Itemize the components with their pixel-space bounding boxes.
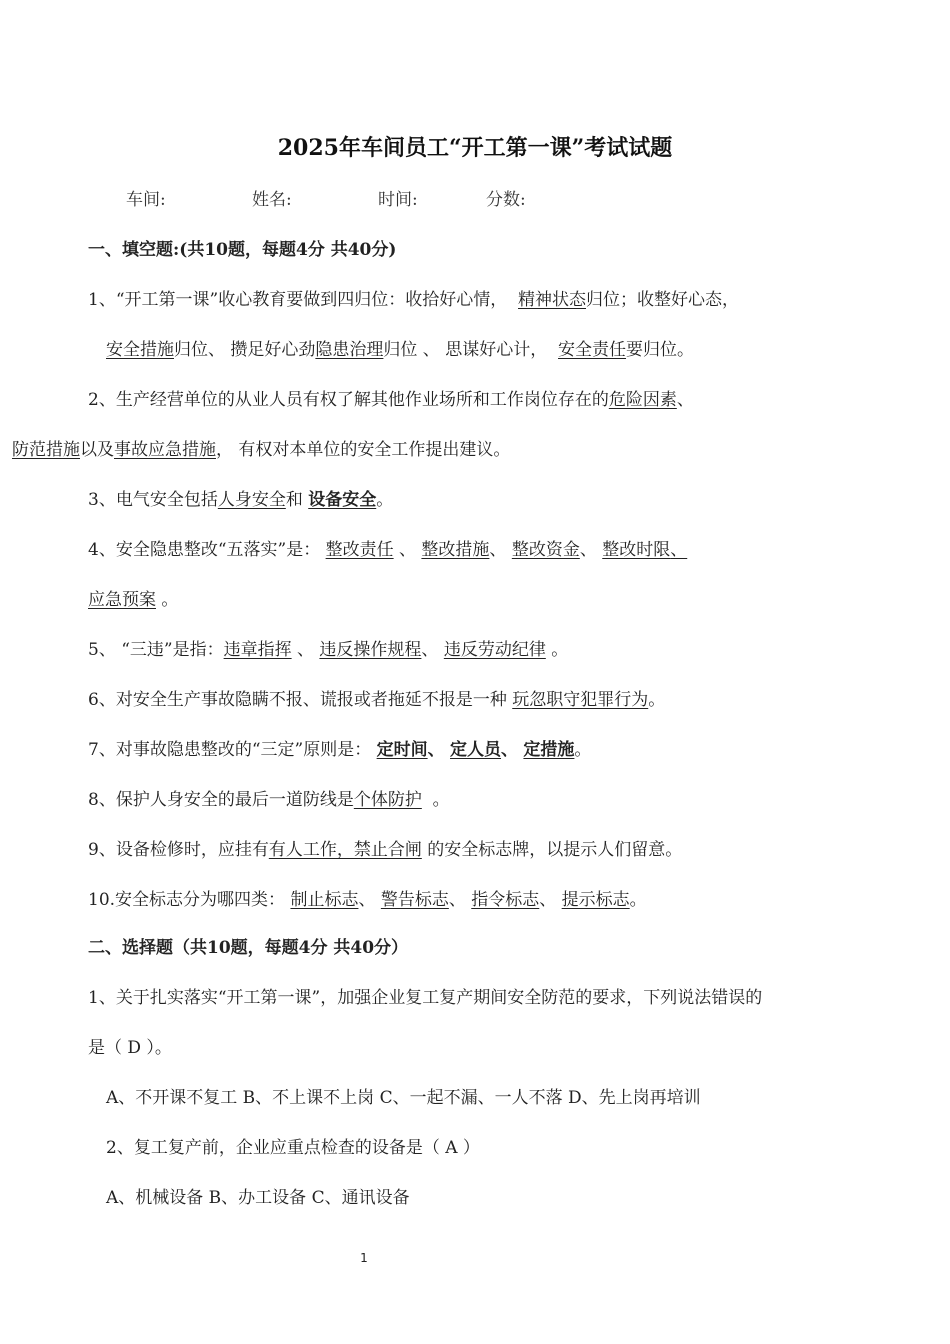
- fill-question-6: 6、对安全生产事故隐瞒不报、谎报或者拖延不报是一种 玩忽职守犯罪行为。: [88, 690, 666, 710]
- answer-blank: 提示标志: [561, 890, 630, 910]
- section1-heading: 一、填空题:(共10题，每题4分 共40分): [88, 240, 397, 260]
- answer-blank: 设备安全: [308, 490, 377, 510]
- answer-blank: 定人员: [450, 740, 502, 760]
- answer-blank: 精神状态: [518, 290, 587, 310]
- answer-blank: 事故应急措施: [114, 440, 216, 460]
- fill-question-2-line1: 2、生产经营单位的从业人员有权了解其他作业场所和工作岗位存在的危险因素、: [88, 390, 694, 410]
- answer-blank: 防范措施: [12, 440, 80, 460]
- answer-blank: 有人工作，禁止合闸: [268, 840, 422, 860]
- page-title: 2025年车间员工“开工第一课”考试试题: [277, 135, 673, 161]
- choice-question-1-line2: 是（ D ）。: [88, 1038, 172, 1058]
- time-label: 时间:: [378, 190, 418, 210]
- fill-question-1-line1: 1、“开工第一课”收心教育要做到四归位：收拾好心情， 精神状态归位；收整好心态，: [88, 290, 740, 310]
- answer-blank: 个体防护: [353, 790, 422, 810]
- answer-blank: 整改责任: [325, 540, 394, 560]
- answer-blank: 定措施: [523, 740, 575, 760]
- choice-question-1-options: A、不开课不复工 B、不上课不上岗 C、一起不漏、一人不落 D、先上岗再培训: [106, 1088, 701, 1108]
- fill-question-7: 7、对事故隐患整改的“三定”原则是： 定时间、 定人员、 定措施。: [88, 740, 592, 760]
- section2-heading: 二、选择题（共10题，每题4分 共40分）: [88, 938, 409, 958]
- exam-meta-row: [126, 188, 526, 212]
- score-label: 分数:: [486, 190, 526, 210]
- choice-question-2: 2、复工复产前，企业应重点检查的设备是（ A ）: [106, 1138, 480, 1158]
- choice-question-1-line1: 1、关于扎实落实“开工第一课”，加强企业复工复产期间安全防范的要求，下列说法错误的: [88, 988, 763, 1008]
- answer-blank: 安全措施: [106, 340, 174, 360]
- fill-question-2-line2: 防范措施以及事故应急措施， 有权对本单位的安全工作提出建议。: [12, 440, 511, 460]
- answer-blank: 指令标志: [471, 890, 540, 910]
- answer-blank: 定时间: [376, 740, 428, 760]
- answer-blank: 应急预案: [88, 590, 156, 610]
- fill-question-1-line2: 安全措施归位、 攒足好心劲隐患治理归位 、 思谋好心计， 安全责任要归位。: [106, 340, 695, 360]
- fill-question-4-line1: 4、安全隐患整改“五落实”是： 整改责任 、 整改措施、 整改资金、 整改时限、: [88, 540, 688, 560]
- answer-blank: 制止标志: [290, 890, 359, 910]
- answer-blank: 危险因素: [608, 390, 677, 410]
- answer-blank: 安全责任: [558, 340, 627, 360]
- answer-blank: 违章指挥: [223, 640, 292, 660]
- answer-blank: 隐患治理: [315, 340, 384, 360]
- answer-blank: 违反劳动纪律: [443, 640, 546, 660]
- fill-question-4-line2: 应急预案 。: [88, 590, 179, 610]
- answer-blank: 玩忽职守犯罪行为: [512, 690, 649, 710]
- name-label: 姓名:: [252, 190, 292, 210]
- fill-question-3: 3、电气安全包括人身安全和 设备安全。: [88, 490, 394, 510]
- answer-blank: 整改措施: [421, 540, 490, 560]
- answer-blank: 整改资金: [511, 540, 580, 560]
- fill-question-8: 8、保护人身安全的最后一道防线是个体防护 。: [88, 790, 450, 810]
- fill-question-5: 5、 “三违”是指：违章指挥 、 违反操作规程、 违反劳动纪律 。: [88, 640, 569, 660]
- workshop-label: 车间:: [126, 190, 166, 210]
- answer-blank: 警告标志: [380, 890, 449, 910]
- choice-question-2-options: A、机械设备 B、办工设备 C、通讯设备: [106, 1188, 410, 1208]
- fill-question-10: 10.安全标志分为哪四类： 制止标志、 警告标志、 指令标志、 提示标志。: [88, 890, 647, 910]
- fill-question-9: 9、设备检修时，应挂有有人工作，禁止合闸 的安全标志牌，以提示人们留意。: [88, 840, 683, 860]
- answer-blank: 违反操作规程: [319, 640, 422, 660]
- answer-blank: 人身安全: [217, 490, 286, 510]
- answer-blank: 整改时限: [602, 540, 671, 560]
- page-number: 1: [360, 1251, 368, 1265]
